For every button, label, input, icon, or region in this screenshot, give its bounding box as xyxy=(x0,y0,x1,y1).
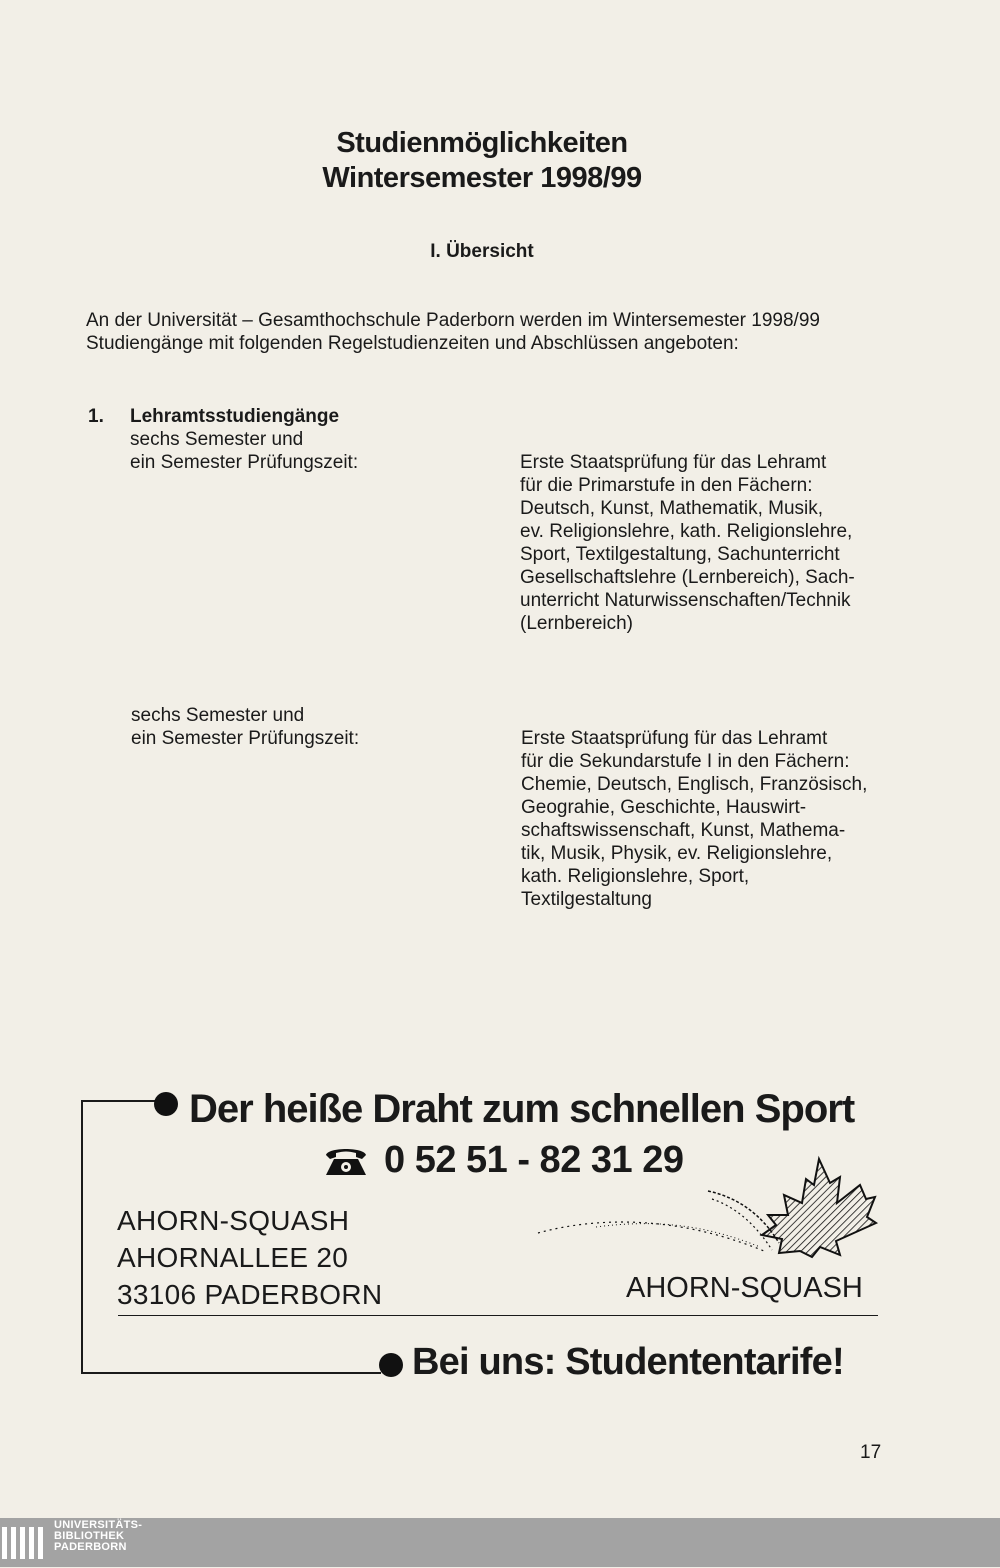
entry2-degree: Erste Staatsprüfung für das Lehramt für die Sekundarstufe I in den Fächern: Chemie, Deutsch, Englisch, Französisch, Geograhie, Geschichte, Hauswirt- schaftswissenschaft, Kunst, Mathema- tik, Musik, Physik, ev. Religionslehre, kath. Religionslehre, Sport, Textilgestaltung xyxy=(521,728,868,910)
ad-phone-number: 0 52 51 - 82 31 29 xyxy=(384,1139,684,1181)
maple-leaf-icon xyxy=(536,1155,881,1270)
ad-address-line1: AHORN-SQUASH xyxy=(117,1205,350,1236)
ad-brand-name: AHORN-SQUASH xyxy=(626,1272,863,1304)
page-title-line1: Studienmöglichkeiten xyxy=(336,127,628,159)
bullet-dot-bottom xyxy=(379,1353,403,1377)
page-number: 17 xyxy=(860,1442,882,1463)
page-title-line2: Wintersemester 1998/99 xyxy=(322,162,642,194)
ad-frame-left xyxy=(81,1100,83,1374)
entry2-duration: sechs Semester und ein Semester Prüfungszeit: xyxy=(131,705,360,749)
ad-frame-top xyxy=(81,1100,159,1102)
item-number: 1. xyxy=(88,406,104,427)
entry1-degree: Erste Staatsprüfung für das Lehramt für die Primarstufe in den Fächern: Deutsch, Kunst, Mathematik, Musik, ev. Religionslehre, kath. Religionslehre, Sport, Textilgestaltung, Sachunterricht Gesellschaftslehre (Lernbereich), Sach- unterricht Naturwissenschaften/Technik (Lernbereich) xyxy=(520,452,855,634)
library-name: UNIVERSITÄTS- BIBLIOTHEK PADERBORN xyxy=(54,1519,143,1553)
section-heading: I. Übersicht xyxy=(430,241,534,262)
intro-paragraph: An der Universität – Gesamthochschule Paderborn werden im Wintersemester 1998/99 Studiengänge mit folgenden Regelstudienzeiten und Abschlüssen angeboten: xyxy=(86,310,820,354)
item-heading: Lehramtsstudiengänge xyxy=(130,406,340,427)
bullet-dot-top xyxy=(154,1092,178,1116)
telephone-icon xyxy=(322,1143,370,1179)
ad-frame-bottom xyxy=(81,1372,381,1374)
ad-address-line2: AHORNALLEE 20 xyxy=(117,1242,349,1273)
ad-address-line3: 33106 PADERBORN xyxy=(117,1279,383,1310)
ad-divider xyxy=(118,1315,878,1316)
ad-slogan: Bei uns: Studententarife! xyxy=(412,1341,844,1383)
library-logo-icon xyxy=(2,1523,48,1563)
library-footer-bar xyxy=(0,1518,1000,1567)
ad-headline: Der heiße Draht zum schnellen Sport xyxy=(189,1087,855,1131)
entry1-duration: sechs Semester und ein Semester Prüfungszeit: xyxy=(130,429,359,473)
